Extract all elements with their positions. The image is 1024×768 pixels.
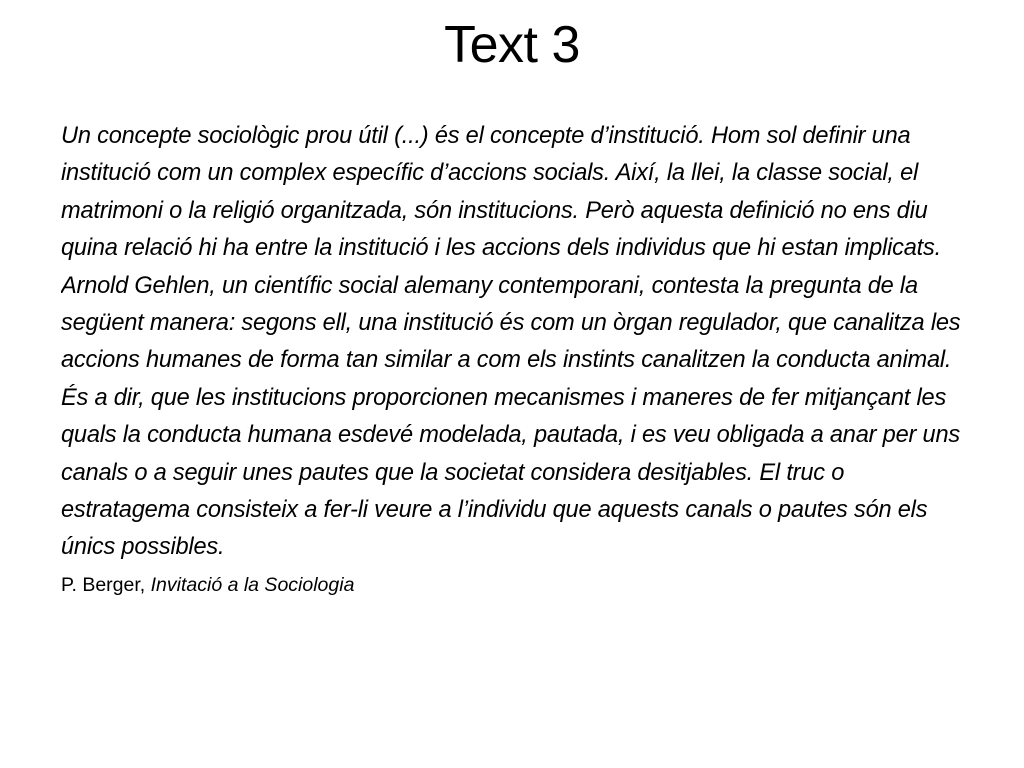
citation-work-title: Invitació a la Sociologia	[150, 573, 355, 596]
quote-text: Un concepte sociològic prou útil (...) és el concepte d’institució. Hom sol definir una institució com un complex específic d’accions socials. Així, la llei, la classe social, el matrimoni o la religió organitzada, són institucions. Però aquesta definició no ens diu quina relació hi ha entre la institució i les accions dels individus que hi estan implicats. Arnold Gehlen, un científic social alemany contemporani, contesta la pregunta de la següent manera: segons ell, una institució és com un òrgan regulador, que canalitza les accions humanes de forma tan similar a com els instints canalitzen la conducta animal. És a dir, que les institucions proporcionen mecanismes i maneres de fer mitjançant les quals la conducta humana esdevé modelada, pautada, i es veu obligada a anar per uns canals o a seguir unes pautes que la societat considera desitjables. El truc o estratagema consisteix a fer-li veure a l’individu que aquests canals o pautes són els únics possibles.	[61, 123, 961, 561]
slide-title: Text 3	[444, 16, 580, 74]
citation-author: P. Berger,	[61, 573, 151, 596]
citation	[61, 571, 966, 599]
slide-body	[61, 118, 966, 758]
